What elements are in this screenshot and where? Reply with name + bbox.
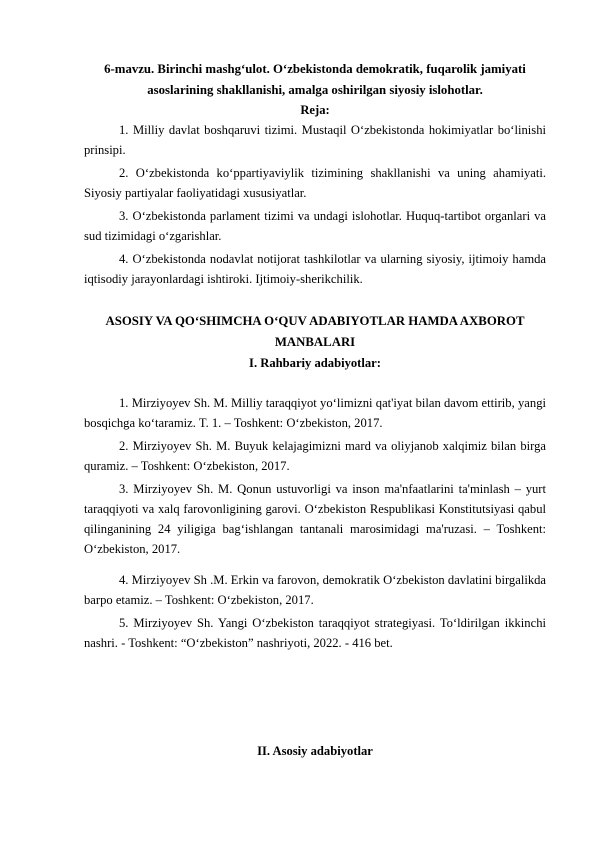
plan-item-1: 1. Milliy davlat boshqaruvi tizimi. Mustaqil O‘zbekistonda hokimiyatlar bo‘linishi prinsipi. (84, 123, 546, 157)
page-title: 6-mavzu. Birinchi mashg‘ulot. O‘zbekistonda demokratik, fuqarolik jamiyati asoslarining shakllanishi, amalga oshirilgan siyosiy islohotlar. (104, 62, 526, 97)
plan-item-4: 4. O‘zbekistonda nodavlat notijorat tashkilotlar va ularning siyosiy, ijtimoiy hamda iqtisodiy jarayonlardagi ishtiroki. Ijtimoiy-sherikchilik. (84, 252, 546, 286)
reference-item-3: 3. Mirziyoyev Sh. M. Qonun ustuvorligi va inson ma'nfaatlarini ta'minlash – yurt taraqqiyoti va xalq farovonligining garovi. O‘zbekiston Respublikasi Konstitutsiyasi qabul qilinganining 24 yiligiga bag‘ishlangan tantanali marosimidagi ma'ruzasi. – Toshkent: O‘zbekiston, 2017. (84, 482, 546, 556)
plan-item-3: 3. O‘zbekistonda parlament tizimi va undagi islohotlar. Huquq-tartibot organlari va sud tizimidagi o‘zgarishlar. (84, 209, 546, 243)
reference-item-1: 1. Mirziyoyev Sh. M. Milliy taraqqiyot yo‘limizni qat'iyat bilan davom ettirib, yangi bosqichga ko‘taramiz. T. 1. – Toshkent: O‘zbekiston, 2017. (84, 396, 546, 430)
sub-heading-main-literature: II. Asosiy adabiyotlar (257, 744, 373, 758)
section-heading: ASOSIY VA QO‘SHIMCHA O‘QUV ADABIYOTLAR HAMDA AXBOROT MANBALARI (105, 314, 525, 349)
sub-heading-guidance-literature: I. Rahbariy adabiyotlar: (249, 356, 381, 370)
plan-item-2: 2. O‘zbekistonda ko‘ppartiyaviylik tizimining shakllanishi va uning ahamiyati. Siyosiy partiyalar faoliyatidagi xususiyatlar. (84, 166, 546, 200)
reference-item-4: 4. Mirziyoyev Sh .M. Erkin va farovon, demokratik O‘zbekiston davlatini birgalikda barpo etamiz. – Toshkent: O‘zbekiston, 2017. (84, 573, 546, 607)
plan-label: Reja: (300, 103, 330, 117)
reference-item-5: 5. Mirziyoyev Sh. Yangi O‘zbekiston taraqqiyot strategiyasi. To‘ldirilgan ikkinchi nashri. - Toshkent: “O‘zbekiston” nashriyoti, 2022. - 416 bet. (84, 616, 546, 650)
reference-item-2: 2. Mirziyoyev Sh. M. Buyuk kelajagimizni mard va oliyjanob xalqimiz bilan birga quramiz. – Toshkent: O‘zbekiston, 2017. (84, 439, 546, 473)
